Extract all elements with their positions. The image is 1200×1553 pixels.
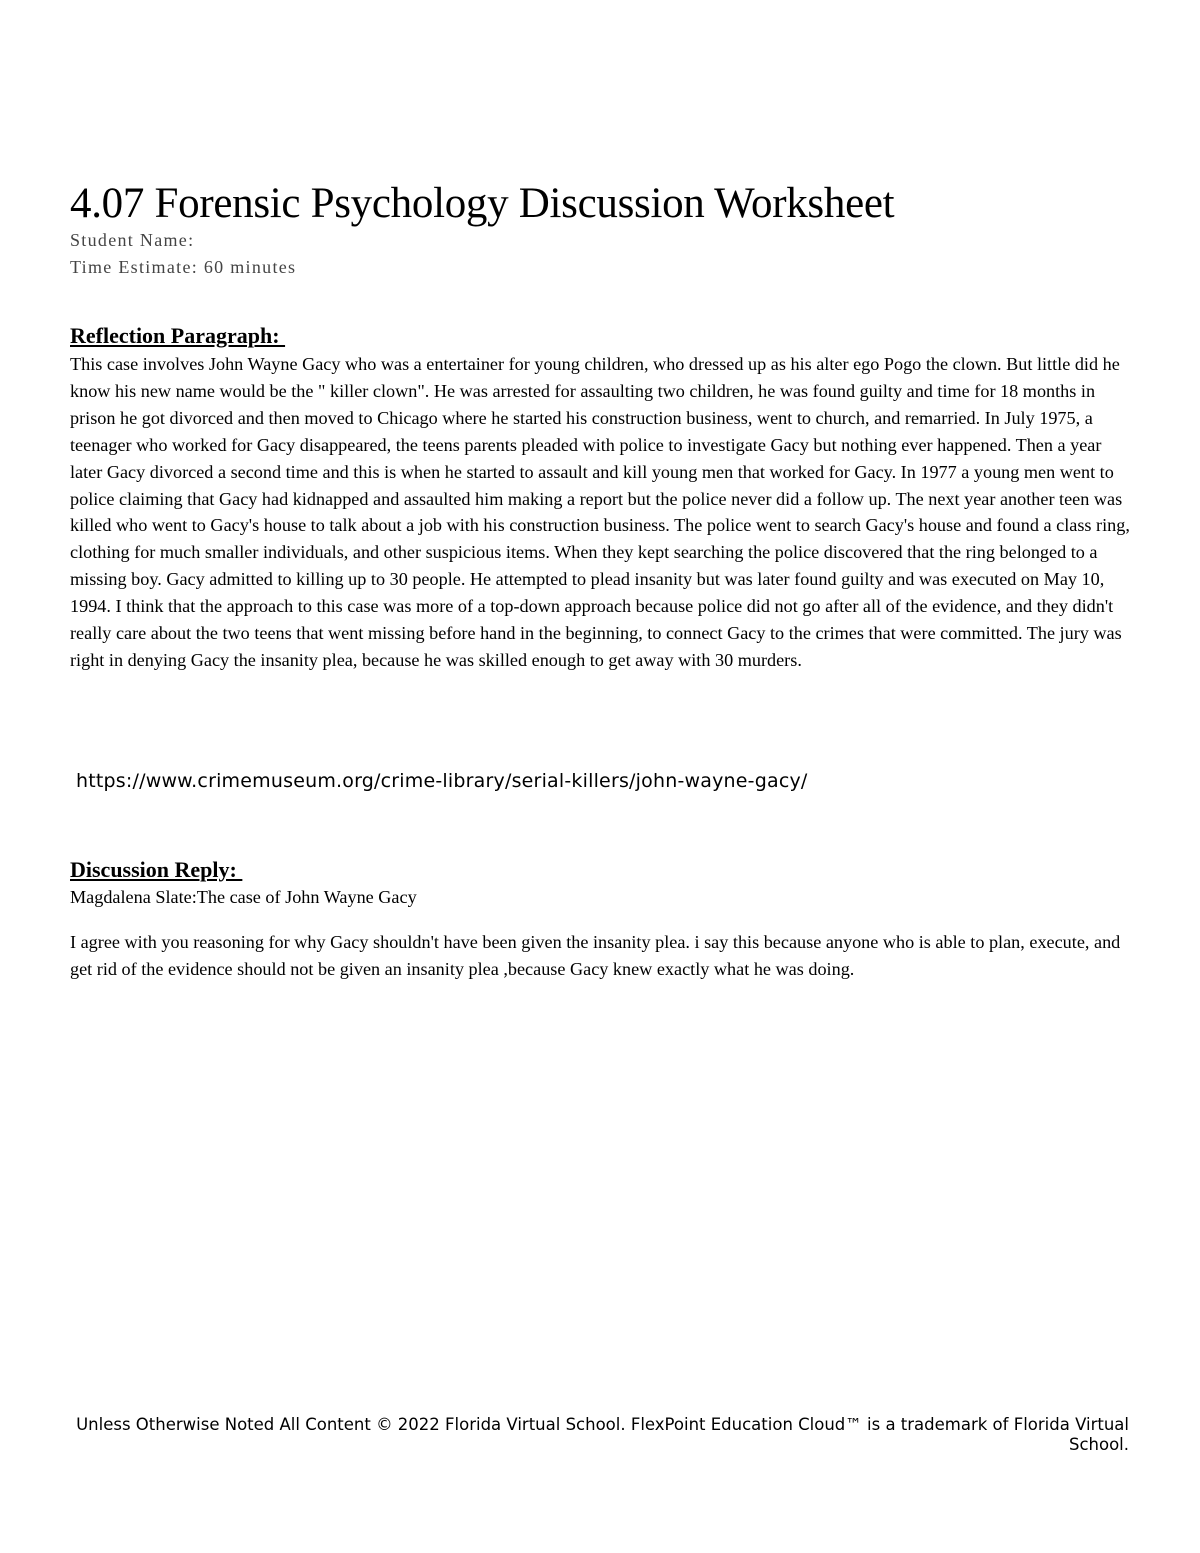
copyright-footer: Unless Otherwise Noted All Content © 2022 Florida Virtual School. FlexPoint Education Cloud™ is a trademark of Florida Virtual School. (76, 1415, 1129, 1454)
discussion-heading: Discussion Reply: (70, 857, 243, 882)
reflection-heading: Reflection Paragraph: (70, 323, 286, 348)
reflection-paragraph: This case involves John Wayne Gacy who was a entertainer for young children, who dressed up as his alter ego Pogo the clown. But little did he know his new name would be the " killer clown". He was arrested for assaulting two children, he was found guilty and time for 18 months in prison he got divorced and then moved to Chicago where he started his construction business, went to church, and remarried. In July 1975, a teenager who worked for Gacy disappeared, the teens parents pleaded with police to investigate Gacy but nothing ever happened. Then a year later Gacy divorced a second time and this is when he started to assault and kill young men that worked for Gacy. In 1977 a young men went to police claiming that Gacy had kidnapped and assaulted him making a report but the police never did a follow up. The next year another teen was killed who went to Gacy's house to talk about a job with his construction business. The police went to search Gacy's house and found a class ring, clothing for much smaller individuals, and other suspicious items. When they kept searching the police discovered that the ring belonged to a missing boy. Gacy admitted to killing up to 30 people. He attempted to plead insanity but was later found guilty and was executed on May 10, 1994. I think that the approach to this case was more of a top-down approach because police did not go after all of the evidence, and they didn't really care about the two teens that went missing before hand in the beginning, to connect Gacy to the crimes that were committed. The jury was right in denying Gacy the insanity plea, because he was skilled enough to get away with 30 murders. (70, 354, 1130, 670)
reply-paragraph: I agree with you reasoning for why Gacy shouldn't have been given the insanity plea. i say this because anyone who is able to plan, execute, and get rid of the evidence should not be given an insanity plea ,because Gacy knew exactly what he was doing. (70, 932, 1121, 979)
time-estimate: Time Estimate: 60 minutes (70, 257, 297, 277)
student-name-label: Student Name: (70, 230, 195, 250)
reply-author: Magdalena Slate:The case of John Wayne Gacy (70, 887, 417, 907)
source-url-link[interactable]: https://www.crimemuseum.org/crime-library/serial-killers/john-wayne-gacy/ (76, 770, 808, 792)
page-title: 4.07 Forensic Psychology Discussion Worksheet (70, 180, 895, 227)
